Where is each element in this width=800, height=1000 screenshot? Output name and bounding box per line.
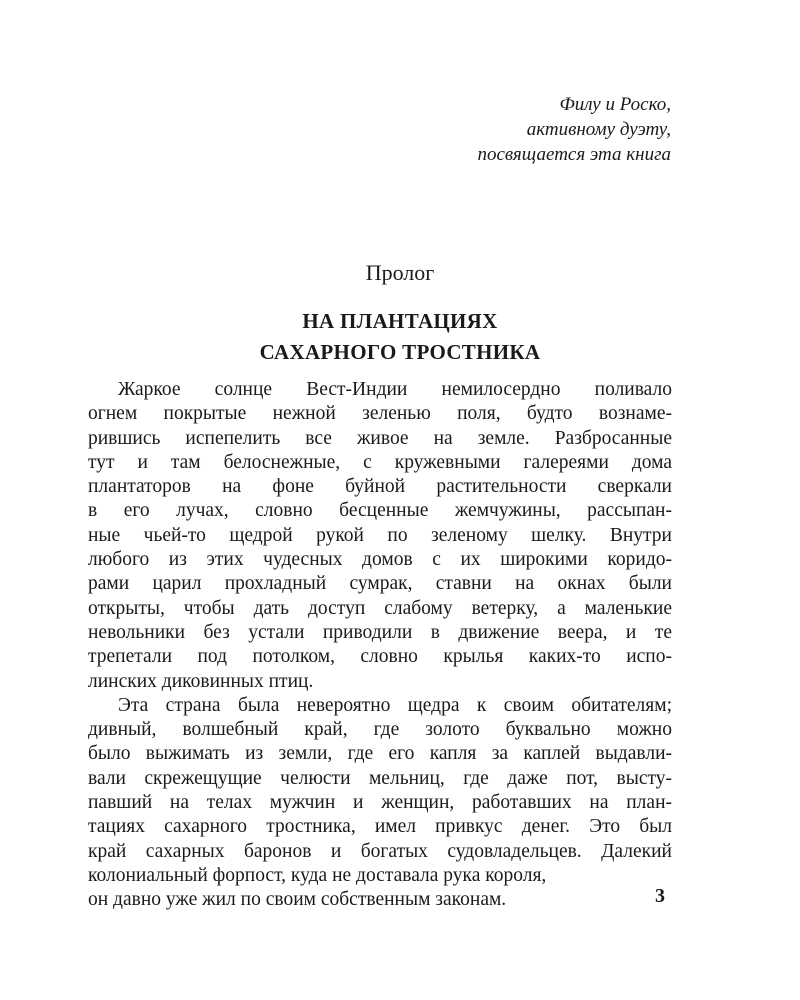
chapter-title-line: САХАРНОГО ТРОСТНИКА: [259, 340, 541, 364]
prologue-label: Пролог: [365, 260, 435, 285]
text-line: линских диковинных птиц.: [88, 670, 314, 692]
text-line: плантаторов на фоне буйной растительности сверкали: [88, 476, 672, 498]
text-line: любого из этих чудесных домов с их широкими коридо-: [88, 549, 672, 571]
text-line: было выжимать из земли, где его капля за каплей выдавли-: [88, 743, 672, 765]
text-line: трепетали под потолком, словно крылья каких-то испо-: [88, 646, 672, 668]
text-line: тациях сахарного тростника, имел привкус денег. Это был: [88, 816, 672, 838]
text-line: рившись испепелить все живое на земле. Разбросанные: [88, 427, 672, 449]
dedication-line: активному дуэту,: [526, 119, 671, 140]
text-line: он давно уже жил по своим собственным законам.: [88, 889, 507, 911]
chapter-title-line: НА ПЛАНТАЦИЯХ: [302, 309, 498, 333]
text-line: Эта страна была невероятно щедра к своим обитателям;: [118, 694, 672, 716]
text-line: колониальный форпост, куда не доставала рука короля,: [88, 864, 547, 886]
dedication-line: посвящается эта книга: [477, 144, 671, 165]
text-line: невольники без устали приводили в движение веера, и те: [88, 621, 672, 643]
text-line: ные чьей-то щедрой рукой по зеленому шелку. Внутри: [88, 524, 672, 546]
dedication: [477, 92, 671, 167]
text-line: тут и там белоснежные, с кружевными галереями дома: [88, 451, 672, 473]
text-line: павший на телах мужчин и женщин, работавших на план-: [88, 792, 672, 814]
page-number: 3: [655, 885, 665, 907]
text-line: Жаркое солнце Вест-Индии немилосердно поливало: [118, 379, 672, 400]
text-line: открыты, чтобы дать доступ слабому ветерку, а маленькие: [88, 597, 672, 619]
body-text: [88, 378, 672, 913]
text-line: огнем покрытые нежной зеленью поля, будто вознаме-: [88, 403, 672, 425]
dedication-line: Филу и Роско,: [559, 94, 671, 115]
chapter-title: [0, 306, 800, 368]
text-line: в его лучах, словно бесценные жемчужины, рассыпан-: [88, 500, 672, 522]
text-line: вали скрежещущие челюсти мельниц, где даже пот, высту-: [88, 767, 672, 789]
text-line: рами царил прохладный сумрак, ставни на окнах были: [88, 573, 672, 595]
text-line: край сахарных баронов и богатых судовладельцев. Далекий: [88, 840, 672, 862]
text-line: дивный, волшебный край, где золото буквально можно: [88, 719, 672, 741]
